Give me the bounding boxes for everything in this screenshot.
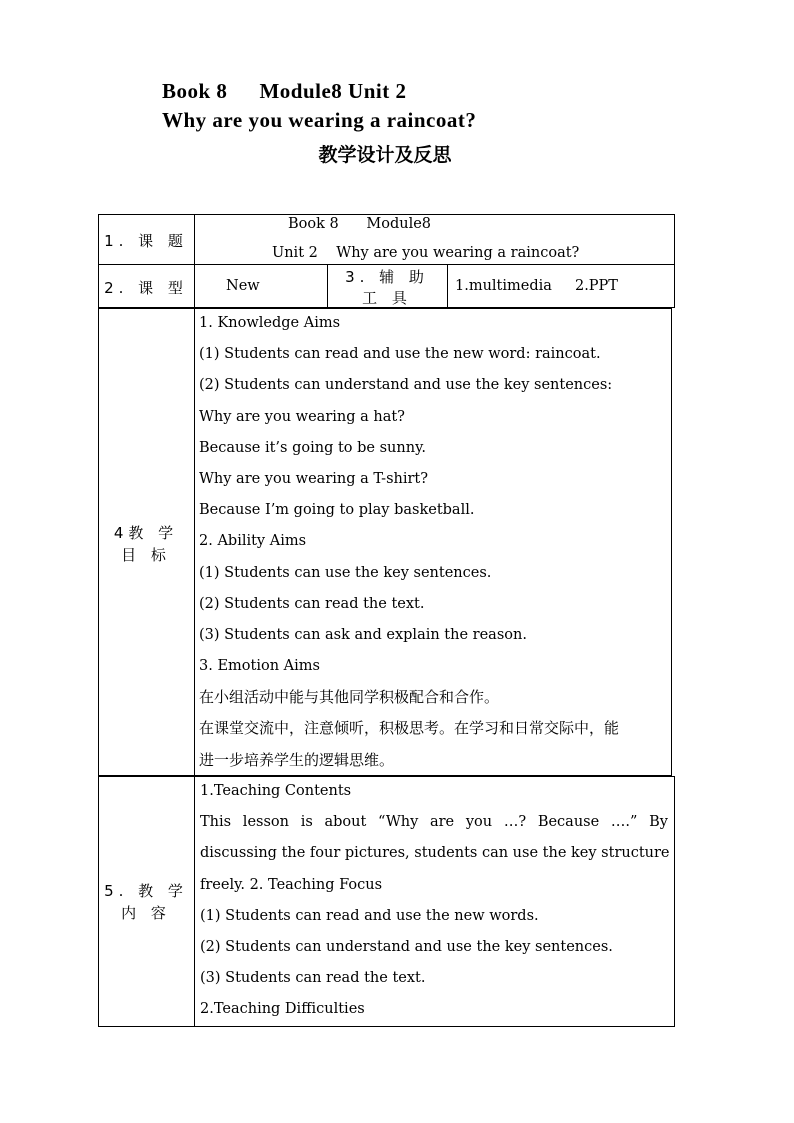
contents-line: 2.Teaching Difficulties xyxy=(200,1001,365,1018)
aims-line: 在课堂交流中，注意倾听，积极思考。在学习和日常交际中，能 xyxy=(199,719,620,738)
aims-label-line1: 4教 学 xyxy=(113,524,179,542)
tools-value: 1.multimedia 2.PPT xyxy=(455,278,618,294)
topic-label: 1. 课 题 xyxy=(104,232,188,250)
type-value: New xyxy=(226,278,260,294)
info-table-col-divider xyxy=(447,264,448,308)
aims-line: (2) Students can understand and use the key sentences: xyxy=(199,377,613,394)
aims-line: (2) Students can read the text. xyxy=(199,595,425,612)
contents-line: 1.Teaching Contents xyxy=(200,783,352,799)
contents-content xyxy=(200,776,670,1026)
aims-line: (3) Students can ask and explain the reason. xyxy=(199,626,527,643)
contents-label-line1: 5. 教 学 xyxy=(104,882,188,900)
document-title-line1 xyxy=(162,79,406,104)
info-table-col-divider xyxy=(194,214,195,308)
contents-line: (1) Students can read and use the new words. xyxy=(200,907,539,924)
contents-label-line2: 内 容 xyxy=(121,904,171,922)
info-table-divider xyxy=(98,264,675,265)
topic-book-module: Book 8 Module8 xyxy=(288,216,432,232)
contents-table-col-divider xyxy=(194,776,195,1027)
aims-line: (1) Students can use the key sentences. xyxy=(199,564,492,581)
aims-line: 3. Emotion Aims xyxy=(199,658,320,675)
topic-unit-title: Unit 2 Why are you wearing a raincoat? xyxy=(272,245,580,261)
module-unit-label: Module8 Unit 2 xyxy=(259,79,407,103)
aims-line: Why are you wearing a hat? xyxy=(199,408,405,425)
aims-line: 1. Knowledge Aims xyxy=(199,315,341,331)
aims-line: Why are you wearing a T-shirt? xyxy=(199,470,429,487)
aims-line: 进一步培养学生的逻辑思维。 xyxy=(199,750,395,769)
aims-label-line2: 目 标 xyxy=(121,546,171,564)
aims-content xyxy=(199,308,619,776)
aims-line: 在小组活动中能与其他同学积极配合和合作。 xyxy=(199,688,500,707)
tools-label-line2: 工 具 xyxy=(362,289,412,307)
contents-line: (2) Students can understand and use the key sentences. xyxy=(200,938,613,955)
aims-line: 2. Ability Aims xyxy=(199,533,307,550)
contents-line: This lesson is about “Why are you …? Because ….” By xyxy=(200,814,668,831)
aims-table-col-divider xyxy=(194,308,195,776)
book-label: Book 8 xyxy=(162,79,228,103)
document-subtitle: 教学设计及反思 xyxy=(318,144,452,166)
aims-line: (1) Students can read and use the new word: raincoat. xyxy=(199,346,601,363)
lesson-title: Why are you wearing a raincoat? xyxy=(162,108,477,132)
contents-line: discussing the four pictures, students can use the key structure xyxy=(200,845,670,862)
contents-line: freely. 2. Teaching Focus xyxy=(200,876,383,893)
contents-line: (3) Students can read the text. xyxy=(200,970,426,987)
type-label: 2. 课 型 xyxy=(104,279,188,297)
aims-line: Because it’s going to be sunny. xyxy=(199,439,426,456)
tools-label-line1: 3. 辅 助 xyxy=(345,268,429,286)
aims-line: Because I’m going to play basketball. xyxy=(199,502,475,519)
